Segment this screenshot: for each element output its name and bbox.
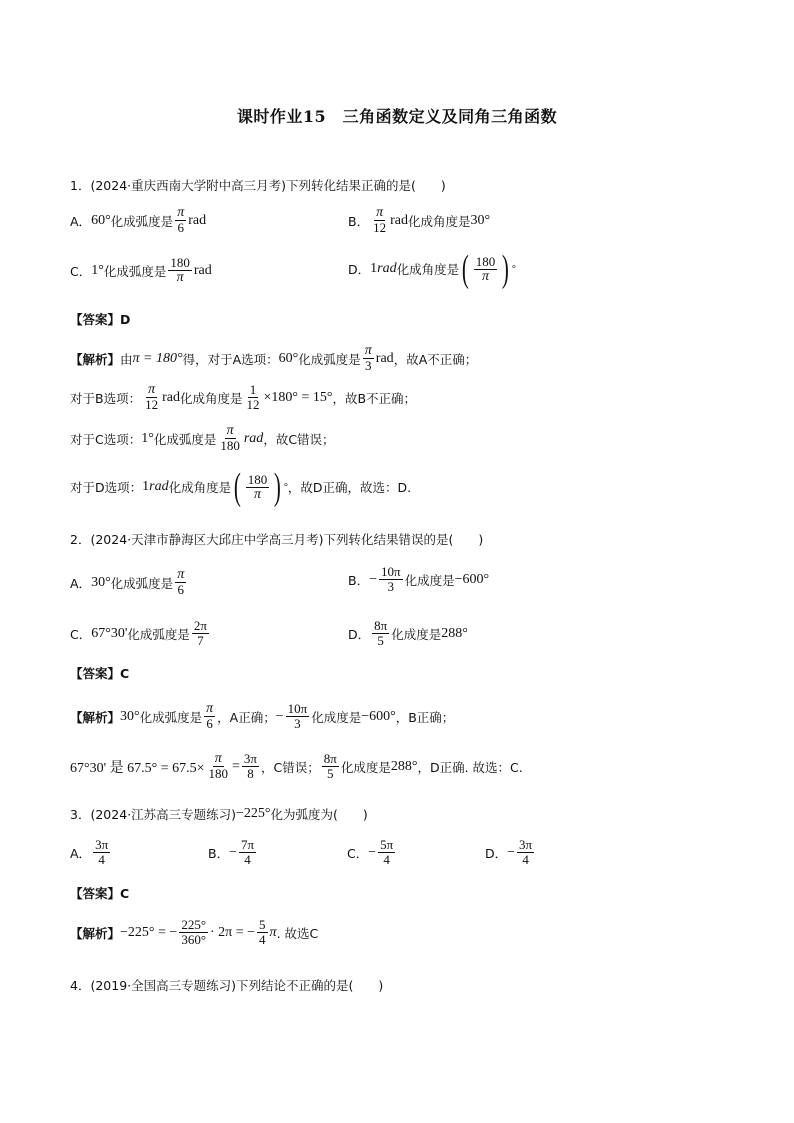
option-label: A． (70, 213, 92, 229)
q1-explanation-line-3: 对于C选项： 1° 化成弧度是 $\frac{\pi}{180}$ rad ，故C错误； (70, 423, 335, 453)
option-label: C． (70, 263, 92, 279)
option-text: 化成角度是 (407, 213, 471, 229)
question-4-stem: 4．(2019·全国高三专题练习)下列结论不正确的是( ) (70, 978, 384, 993)
paren-fraction: ( $\frac{180}{\pi}$ ) ° (461, 248, 516, 290)
q3-option-b: B． − $\frac{7\pi}{4}$ (208, 837, 255, 867)
degree-value: 1° (91, 262, 104, 278)
q2-option-b: B． − $\frac{10\pi}{3}$ 化成度是 −600° (348, 564, 490, 594)
q2-option-a: A． 30° 化成弧度是 $\frac{\pi}{6}$ (70, 567, 185, 597)
unit: rad (377, 261, 397, 276)
q1-explanation-line-2: 对于B选项： $\frac{\pi}{12}$ rad 化成角度是 $\frac{1}{12}$ ×180° = 15° ，故B不正确； (70, 382, 417, 412)
option-label: D． (348, 262, 371, 277)
q1-option-d (348, 250, 516, 288)
question-1-stem: 1．(2024·重庆西南大学附中高三月考)下列转化结果正确的是( ) (70, 178, 446, 193)
q3-option-d: D． − $\frac{3\pi}{4}$ (485, 837, 533, 867)
option-label: B． (348, 213, 370, 229)
unit: rad (188, 212, 207, 228)
unit: rad (193, 262, 212, 278)
q1-answer: 【答案】D (70, 312, 131, 327)
question-3-stem: 3．(2024·江苏高三专题练习) −225° 化为弧度为( ) (70, 806, 368, 822)
q2-explanation-line-1: 【解析】 30° 化成弧度是 $\frac{\pi}{6}$ ，A正确； − $\frac{10\pi}{3}$ 化成度是 −600° ，B正确； (70, 701, 455, 731)
q1-explanation-line-1: 【解析】 由 π = 180° 得，对于A选项： 60° 化成弧度是 $\frac{\pi}{3}$ rad ，故A不正确； (70, 343, 478, 373)
q1-explanation-line-4: 对于D选项： 1 rad 化成角度是 ( $\frac{180}{\pi}$ ) ° ，故D正确，故选：D. (70, 466, 412, 508)
degree-value: 60° (91, 212, 111, 228)
q3-explanation: 【解析】 −225° = − $\frac{225^\circ}{360^\circ}$ · 2π = − $\frac{5}{4}$ π . 故选C (70, 917, 319, 947)
value: 1 (370, 261, 378, 276)
q3-answer: 【答案】C (70, 886, 130, 901)
q2-option-c: C． 67°30' 化成弧度是 $\frac{2\pi}{7}$ (70, 618, 207, 648)
question-2-stem: 2．(2024·天津市静海区大邱庄中学高三月考)下列转化结果错误的是( ) (70, 532, 484, 547)
option-text: 化成弧度是 (110, 213, 174, 229)
option-text: 化成弧度是 (103, 263, 167, 279)
q2-option-d: D． $\frac{8\pi}{5}$ 化成度是 288° (348, 618, 468, 648)
degree-value: 30° (470, 212, 491, 228)
q1-option-c (70, 256, 212, 285)
fraction: $\frac{\pi}{12}$ (373, 205, 387, 235)
q3-option-c: C． − $\frac{5\pi}{4}$ (347, 837, 394, 867)
page-title: 课时作业15 三角函数定义及同角三角函数 (236, 107, 558, 126)
fraction: $\frac{180}{\pi}$ (170, 255, 190, 285)
q2-answer: 【答案】C (70, 666, 130, 681)
fraction: $\frac{\pi}{6}$ (177, 205, 185, 235)
q2-explanation-line-2: 67°30' 是 67.5° = 67.5× $\frac{\pi}{180}$ = $\frac{3\pi}{8}$ ，C错误； $\frac{8\pi}{5}$ 化成度是 288° ，D正确. 故选：C. (70, 751, 523, 781)
q3-option-a: A． $\frac{3\pi}{4}$ (70, 837, 109, 867)
unit: rad (390, 212, 408, 228)
option-text: 化成角度是 (396, 262, 460, 277)
q1-option-a (70, 206, 206, 235)
q1-option-b (348, 206, 490, 235)
